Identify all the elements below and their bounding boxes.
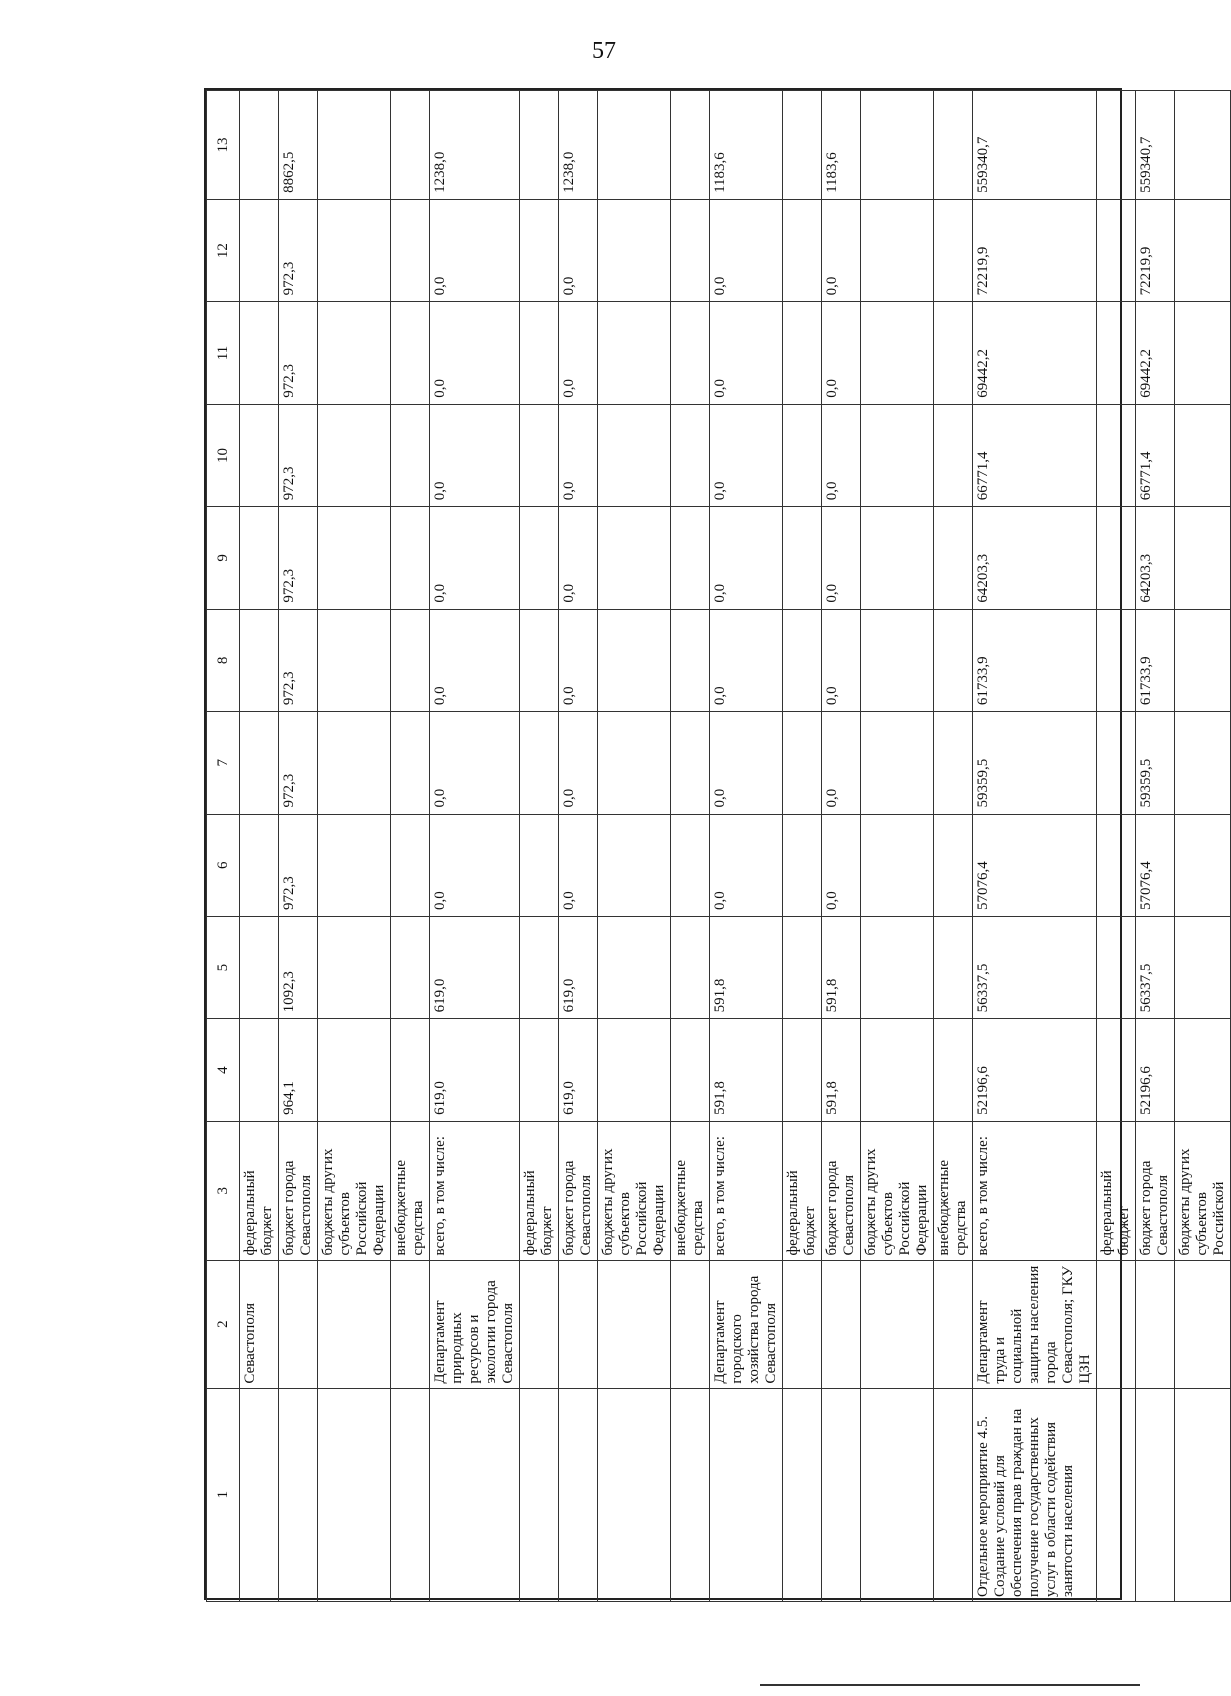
table-row (861, 91, 934, 1602)
table-cell: 66771,4 (1136, 404, 1175, 506)
table-cell: 0,0 (822, 404, 861, 506)
table-cell (1097, 609, 1136, 711)
table-cell: 64203,3 (1136, 507, 1175, 609)
table-cell: 591,8 (822, 1019, 861, 1121)
table-cell (671, 91, 710, 200)
table-cell (520, 609, 559, 711)
table-cell (520, 302, 559, 404)
table-cell: Отдельное мероприятие 4.5. Создание условий для обеспечения прав граждан на получение государственных услуг в области содействия занятости населения (973, 1388, 1097, 1601)
table-cell (1175, 91, 1231, 200)
table-cell: 0,0 (559, 609, 598, 711)
table-cell (1175, 199, 1231, 301)
table-cell (1097, 1388, 1136, 1601)
table-cell (520, 199, 559, 301)
table-cell (598, 916, 671, 1018)
table-cell: 0,0 (710, 712, 783, 814)
table-cell (318, 404, 391, 506)
page-number: 57 (592, 38, 616, 64)
table-cell (1175, 302, 1231, 404)
table-row (430, 91, 520, 1602)
table-cell (1097, 1260, 1136, 1388)
table-cell (783, 404, 822, 506)
column-header: 3 (207, 1121, 240, 1260)
table-cell (520, 814, 559, 916)
table-cell (240, 507, 279, 609)
table-cell (783, 302, 822, 404)
table-cell: 1183,6 (822, 91, 861, 200)
table-row (1175, 91, 1231, 1602)
column-header: 6 (207, 814, 240, 916)
table-cell: 0,0 (822, 199, 861, 301)
table-cell (934, 91, 973, 200)
table-cell (318, 609, 391, 711)
table-cell (671, 814, 710, 916)
table-cell: 972,3 (279, 302, 318, 404)
table-cell: бюджет города Севастополя (559, 1121, 598, 1260)
table-cell: 972,3 (279, 712, 318, 814)
table-cell (1097, 91, 1136, 200)
table-cell (671, 199, 710, 301)
table-cell: 52196,6 (973, 1019, 1097, 1121)
table-cell (783, 609, 822, 711)
table-cell (598, 1388, 671, 1601)
table-cell: Департамент труда и социальной защиты населения города Севастополя; ГКУ ЦЗН (973, 1260, 1097, 1388)
table-cell: Департамент городского хозяйства города Севастополя (710, 1260, 783, 1388)
table-cell (520, 91, 559, 200)
table-cell: 1238,0 (559, 91, 598, 200)
table-cell (598, 609, 671, 711)
table-cell (934, 712, 973, 814)
table-cell: 972,3 (279, 814, 318, 916)
column-header: 10 (207, 404, 240, 506)
column-header: 2 (207, 1260, 240, 1388)
table-cell: 972,3 (279, 199, 318, 301)
table-cell (783, 199, 822, 301)
table-cell (520, 712, 559, 814)
table-cell: бюджеты других субъектов Российской (1175, 1121, 1231, 1260)
table-cell (240, 814, 279, 916)
table-cell (279, 1260, 318, 1388)
table-cell: Департамент природных ресурсов и экологии города Севастополя (430, 1260, 520, 1388)
table-cell (1175, 712, 1231, 814)
table-cell (822, 1388, 861, 1601)
table-cell: 69442,2 (973, 302, 1097, 404)
table-cell (520, 916, 559, 1018)
table-cell (861, 91, 934, 200)
table-cell: федеральный бюджет (783, 1121, 822, 1260)
table-cell: 0,0 (822, 609, 861, 711)
table-cell: 972,3 (279, 404, 318, 506)
table-cell: 0,0 (710, 507, 783, 609)
table-cell (318, 1019, 391, 1121)
table-cell (783, 814, 822, 916)
table-cell (430, 1388, 520, 1601)
table-row (559, 91, 598, 1602)
table-cell (559, 1388, 598, 1601)
table-cell: внебюджетные средства (391, 1121, 430, 1260)
table-cell (1175, 1388, 1231, 1601)
table-cell: 972,3 (279, 609, 318, 711)
table-row (973, 91, 1097, 1602)
table-cell (822, 1260, 861, 1388)
table-cell (240, 609, 279, 711)
table-cell: 0,0 (559, 302, 598, 404)
table-cell: 972,3 (279, 507, 318, 609)
table-cell (318, 712, 391, 814)
column-header: 8 (207, 609, 240, 711)
table-row (598, 91, 671, 1602)
table-cell: 1238,0 (430, 91, 520, 200)
table-cell (240, 302, 279, 404)
table-cell: 56337,5 (1136, 916, 1175, 1018)
table-row (710, 91, 783, 1602)
table-cell: 0,0 (559, 814, 598, 916)
table-cell (783, 712, 822, 814)
table-cell: 0,0 (710, 609, 783, 711)
table-cell (934, 1260, 973, 1388)
table-cell: 619,0 (430, 1019, 520, 1121)
table-cell (391, 814, 430, 916)
table-cell: 0,0 (710, 404, 783, 506)
table-cell (783, 1019, 822, 1121)
table-cell (1097, 404, 1136, 506)
table-cell (861, 199, 934, 301)
table-cell (710, 1388, 783, 1601)
column-header: 11 (207, 302, 240, 404)
table-cell (240, 404, 279, 506)
table-cell (934, 609, 973, 711)
table-cell (520, 1019, 559, 1121)
table-cell (240, 712, 279, 814)
table-cell (391, 302, 430, 404)
table-cell: бюджеты других субъектов Российской Федерации (318, 1121, 391, 1260)
table-cell: 0,0 (822, 507, 861, 609)
table-cell (783, 507, 822, 609)
table-cell: 591,8 (710, 916, 783, 1018)
table-cell: бюджеты других субъектов Российской Федерации (861, 1121, 934, 1260)
table-cell (391, 507, 430, 609)
rotated-table-container (206, 90, 1227, 1602)
table-cell: 0,0 (559, 712, 598, 814)
table-cell: 0,0 (559, 404, 598, 506)
table-cell (1175, 1019, 1231, 1121)
table-cell (1097, 1019, 1136, 1121)
table-row (1097, 91, 1136, 1602)
table-cell: 619,0 (559, 1019, 598, 1121)
table-cell (598, 1260, 671, 1388)
table-cell (934, 916, 973, 1018)
table-cell (934, 302, 973, 404)
table-cell: 0,0 (430, 609, 520, 711)
table-cell (598, 404, 671, 506)
table-cell: 0,0 (710, 302, 783, 404)
table-cell (391, 1388, 430, 1601)
table-cell: всего, в том числе: (430, 1121, 520, 1260)
table-cell: 591,8 (822, 916, 861, 1018)
table-row (520, 91, 559, 1602)
table-cell (598, 814, 671, 916)
table-cell (391, 91, 430, 200)
table-cell (1175, 609, 1231, 711)
table-body (240, 91, 1231, 1602)
table-cell: 591,8 (710, 1019, 783, 1121)
table-cell: федеральный бюджет (1097, 1121, 1136, 1260)
table-cell (318, 814, 391, 916)
table-cell (861, 302, 934, 404)
column-header: 1 (207, 1388, 240, 1601)
table-cell (240, 1388, 279, 1601)
table-cell (934, 1388, 973, 1601)
table-cell: 559340,7 (1136, 91, 1175, 200)
table-cell (391, 1260, 430, 1388)
table-row (783, 91, 822, 1602)
table-cell: внебюджетные средства (934, 1121, 973, 1260)
table-cell (1175, 814, 1231, 916)
table-cell (934, 404, 973, 506)
table-cell (671, 609, 710, 711)
table-cell: 0,0 (559, 199, 598, 301)
table-cell: 64203,3 (973, 507, 1097, 609)
table-cell: 0,0 (559, 507, 598, 609)
table-cell (1097, 302, 1136, 404)
table-cell: 0,0 (430, 507, 520, 609)
table-cell (783, 1260, 822, 1388)
table-cell: бюджет города Севастополя (1136, 1121, 1175, 1260)
column-header: 4 (207, 1019, 240, 1121)
table-cell (598, 507, 671, 609)
table-cell: 0,0 (430, 404, 520, 506)
table-cell (1097, 712, 1136, 814)
table-cell: 57076,4 (973, 814, 1097, 916)
table-cell (520, 1260, 559, 1388)
table-cell: бюджет города Севастополя (822, 1121, 861, 1260)
budget-table-frame (204, 88, 1227, 1600)
table-cell: 964,1 (279, 1019, 318, 1121)
table-cell: 57076,4 (1136, 814, 1175, 916)
table-cell: 59359,5 (973, 712, 1097, 814)
table-cell (861, 1388, 934, 1601)
table-cell (240, 916, 279, 1018)
table-cell: 61733,9 (1136, 609, 1175, 711)
table-cell (598, 91, 671, 200)
table-cell (1175, 1260, 1231, 1388)
table-cell (861, 1019, 934, 1121)
table-cell (318, 199, 391, 301)
table-cell (861, 609, 934, 711)
table-cell (671, 404, 710, 506)
table-cell (391, 1019, 430, 1121)
table-cell (671, 507, 710, 609)
table-cell (783, 916, 822, 1018)
table-cell: 8862,5 (279, 91, 318, 200)
table-cell: 1092,3 (279, 916, 318, 1018)
table-cell (934, 814, 973, 916)
table-cell (318, 1388, 391, 1601)
table-cell: 0,0 (710, 814, 783, 916)
table-cell (671, 1019, 710, 1121)
table-cell (671, 712, 710, 814)
table-cell (1097, 199, 1136, 301)
table-cell (240, 199, 279, 301)
table-cell (318, 507, 391, 609)
table-cell: 0,0 (822, 302, 861, 404)
table-row (240, 91, 279, 1602)
table-cell: 559340,7 (973, 91, 1097, 200)
table-cell: бюджеты других субъектов Российской Федерации (598, 1121, 671, 1260)
table-cell: 72219,9 (1136, 199, 1175, 301)
table-cell (934, 507, 973, 609)
table-cell: федеральный бюджет (520, 1121, 559, 1260)
table-cell (861, 712, 934, 814)
table-cell (861, 1260, 934, 1388)
table-cell: федеральный бюджет (240, 1121, 279, 1260)
column-header: 5 (207, 916, 240, 1018)
table-cell (861, 916, 934, 1018)
table-cell: 0,0 (430, 712, 520, 814)
table-row (391, 91, 430, 1602)
table-cell (934, 199, 973, 301)
table-cell (671, 302, 710, 404)
table-row (318, 91, 391, 1602)
table-cell (1175, 916, 1231, 1018)
table-cell (783, 91, 822, 200)
table-row (822, 91, 861, 1602)
column-header: 9 (207, 507, 240, 609)
table-cell (318, 1260, 391, 1388)
table-cell (598, 712, 671, 814)
bottom-rule (760, 1684, 1140, 1686)
table-row (279, 91, 318, 1602)
table-row (671, 91, 710, 1602)
table-cell: 72219,9 (973, 199, 1097, 301)
table-cell: 0,0 (822, 814, 861, 916)
table-cell (1175, 404, 1231, 506)
column-header: 7 (207, 712, 240, 814)
table-cell (671, 916, 710, 1018)
table-cell (783, 1388, 822, 1601)
table-cell (861, 814, 934, 916)
table-cell (861, 507, 934, 609)
table-cell (279, 1388, 318, 1601)
table-cell (598, 1019, 671, 1121)
table-cell: 66771,4 (973, 404, 1097, 506)
table-cell (318, 916, 391, 1018)
table-cell: 0,0 (710, 199, 783, 301)
table-cell: 69442,2 (1136, 302, 1175, 404)
table-cell: 619,0 (430, 916, 520, 1018)
table-cell: всего, в том числе: (973, 1121, 1097, 1260)
table-cell (1136, 1260, 1175, 1388)
table-cell (318, 302, 391, 404)
table-cell (391, 609, 430, 711)
table-cell: 0,0 (430, 199, 520, 301)
table-cell (240, 1019, 279, 1121)
table-cell (1175, 507, 1231, 609)
table-cell (520, 404, 559, 506)
table-cell (559, 1260, 598, 1388)
table-cell: 56337,5 (973, 916, 1097, 1018)
table-cell: 61733,9 (973, 609, 1097, 711)
table-cell (240, 91, 279, 200)
table-cell (318, 91, 391, 200)
column-header: 12 (207, 199, 240, 301)
column-header: 13 (207, 91, 240, 200)
table-cell: внебюджетные средства (671, 1121, 710, 1260)
table-cell (671, 1260, 710, 1388)
table-cell (391, 712, 430, 814)
table-cell (1097, 814, 1136, 916)
table-cell: 59359,5 (1136, 712, 1175, 814)
table-cell: Севастополя (240, 1260, 279, 1388)
table-cell (598, 302, 671, 404)
table-cell: 0,0 (430, 814, 520, 916)
table-cell: 0,0 (822, 712, 861, 814)
table-cell: 619,0 (559, 916, 598, 1018)
table-cell: 1183,6 (710, 91, 783, 200)
table-cell (1136, 1388, 1175, 1601)
table-cell: всего, в том числе: (710, 1121, 783, 1260)
table-cell (934, 1019, 973, 1121)
table-cell (598, 199, 671, 301)
table-cell (861, 404, 934, 506)
budget-table (206, 90, 1231, 1602)
table-cell (1097, 916, 1136, 1018)
table-cell (520, 1388, 559, 1601)
table-cell: 0,0 (430, 302, 520, 404)
table-cell (520, 507, 559, 609)
table-cell (391, 199, 430, 301)
table-cell (391, 404, 430, 506)
table-cell (671, 1388, 710, 1601)
table-cell: 52196,6 (1136, 1019, 1175, 1121)
table-row (934, 91, 973, 1602)
table-cell: бюджет города Севастополя (279, 1121, 318, 1260)
table-row (1136, 91, 1175, 1602)
table-cell (1097, 507, 1136, 609)
table-cell (391, 916, 430, 1018)
header-row (207, 91, 240, 1602)
